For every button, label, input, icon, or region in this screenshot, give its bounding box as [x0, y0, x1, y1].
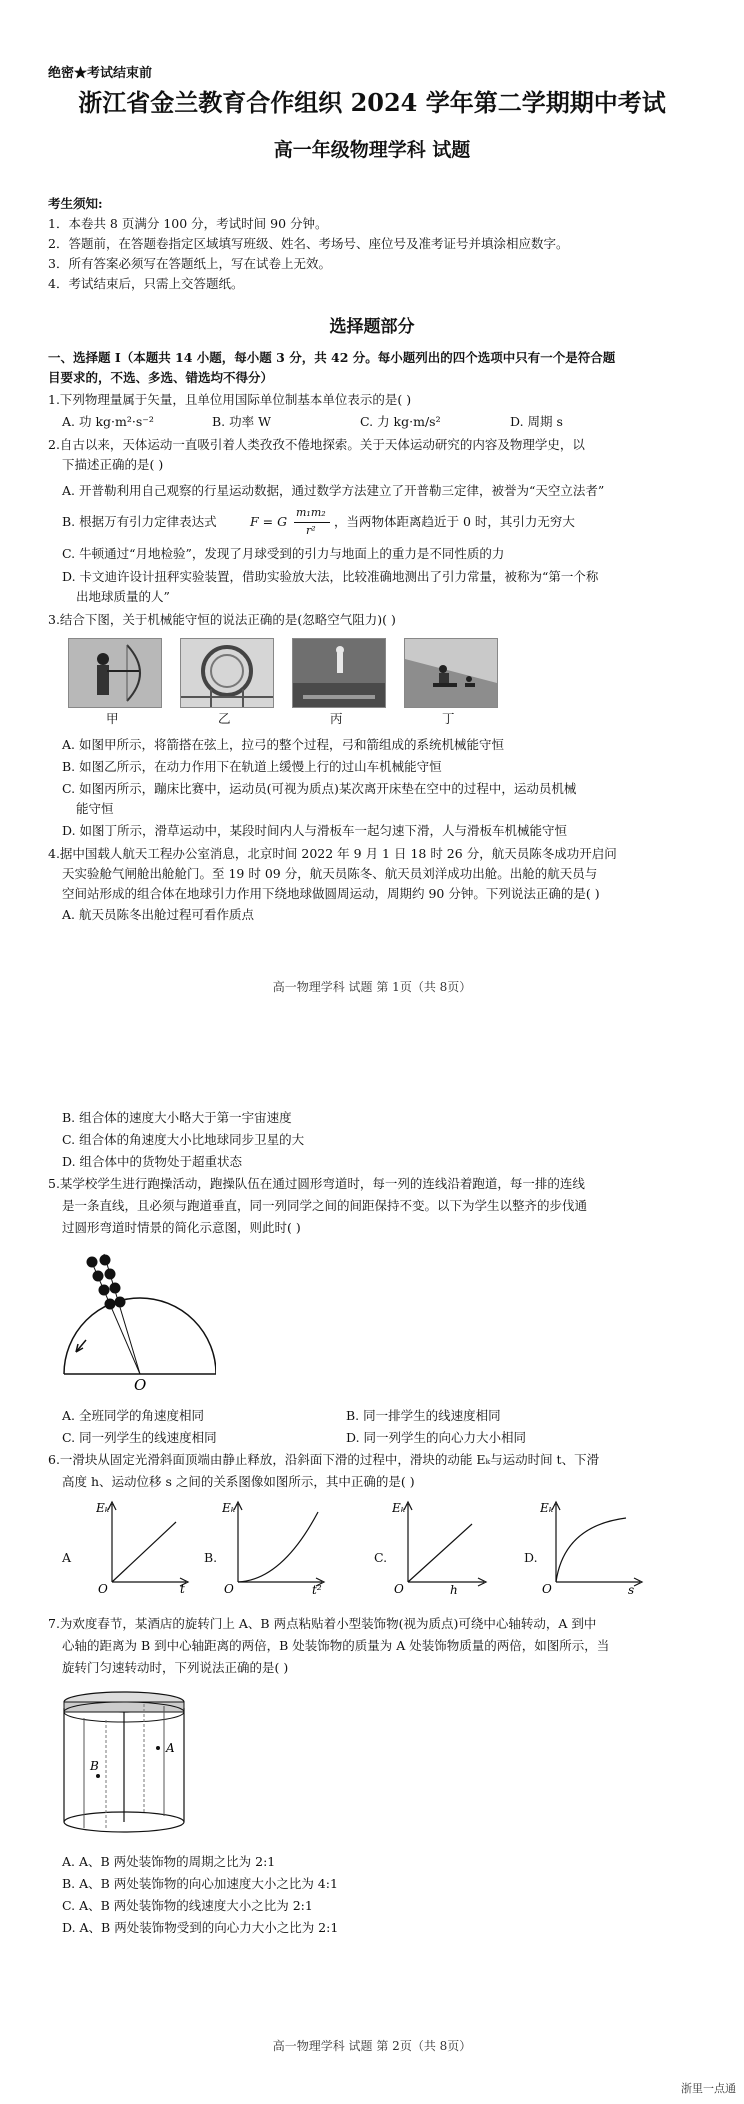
q4-option-a: A. 航天员陈冬出舱过程可看作质点 [62, 907, 254, 922]
graph-curve [238, 1512, 318, 1582]
q2-option-d: 出地球质量的人” [76, 589, 170, 604]
notice-heading: 考生须知: [48, 196, 103, 211]
archer-image [69, 639, 161, 707]
watermark: 浙里一点通 [681, 2082, 736, 2095]
q2-stem: 下描述正确的是( ) [62, 457, 164, 472]
student-dot [105, 1299, 116, 1310]
q5-option-c: C. 同一列学生的线速度相同 [62, 1430, 217, 1445]
caption-ding: 丁 [442, 711, 455, 726]
q5-stem: 是一条直线，且必须与跑道垂直，同一列同学之间的间距保持不变。以下为学生以整齐的步伐通 [62, 1198, 588, 1213]
q4-option-b: B. 组合体的速度大小略大于第一宇宙速度 [62, 1110, 292, 1125]
q7-option-b: B. A、B 两处装饰物的向心加速度大小之比为 4:1 [62, 1876, 338, 1891]
y-axis-label: Eₖ [540, 1501, 554, 1515]
page-footer: 高一物理学科 试题 第 1页（共 8页） [272, 980, 472, 994]
confidential-mark: 绝密★考试结束前 [48, 66, 153, 81]
q3-option-a: A. 如图甲所示，将箭搭在弦上，拉弓的整个过程，弓和箭组成的系统机械能守恒 [62, 737, 504, 752]
student-dot [87, 1257, 98, 1268]
q2-formula-denominator: r² [306, 524, 316, 537]
part-instructions: 目要求的，不选、多选、错选均不得分） [48, 370, 274, 385]
q3-option-c: 能守恒 [76, 801, 114, 816]
q2-stem: 2.自古以来，天体运动一直吸引着人类孜孜不倦地探索。关于天体运动研究的内容及物理学史，以 [48, 437, 585, 452]
origin-label: O [542, 1582, 552, 1594]
exam-title: 浙江省金兰教育合作组织 2024 学年第二学期期中考试 [78, 88, 666, 117]
q3-stem: 3.结合下图，关于机械能守恒的说法正确的是(忽略空气阻力)( ) [48, 612, 396, 627]
x-axis-label: t [180, 1582, 185, 1594]
track-arc [64, 1298, 216, 1374]
y-axis-label: Eₖ [96, 1501, 110, 1515]
roller-coaster-image [181, 639, 273, 707]
q4-stem: 4.据中国载人航天工程办公室消息，北京时间 2022 年 9 月 1 日 18 时 26 分，航天员陈冬成功开启问 [48, 846, 617, 861]
point-b-marker [96, 1774, 100, 1778]
q4-option-d: D. 组合体中的货物处于超重状态 [62, 1154, 243, 1169]
q6-graph-b-label: B. [204, 1550, 218, 1565]
q7-option-d: D. A、B 两处装饰物受到的向心力大小之比为 2:1 [62, 1920, 339, 1935]
x-axis-label: h [450, 1583, 458, 1594]
student-dot [100, 1255, 111, 1266]
q1-option-c: C. 力 kg·m/s² [360, 414, 441, 429]
q6-graph-a-label: A [62, 1550, 72, 1565]
q2-option-a: A. 开普勒利用自己观察的行星运动数据，通过数学方法建立了开普勒三定律，被誉为“天空立法者” [62, 483, 605, 498]
q5-option-b: B. 同一排学生的线速度相同 [346, 1408, 501, 1423]
point-a-marker [156, 1746, 160, 1750]
q2-option-c: C. 牛顿通过“月地检验”，发现了月球受到的引力与地面上的重力是不同性质的力 [62, 546, 505, 561]
origin-label: O [394, 1582, 404, 1594]
q2-option-b-tail: ，当两物体距离趋近于 0 时，其引力无穷大 [334, 514, 575, 529]
section-title: 选择题部分 [329, 317, 415, 337]
q7-option-a: A. A、B 两处装饰物的周期之比为 2:1 [62, 1854, 276, 1869]
q7-stem: 7.为欢度春节，某酒店的旋转门上 A、B 两点粘贴着小型装饰物(视为质点)可绕中心轴转动，A 到中 [48, 1616, 597, 1631]
q6-graph-d [540, 1496, 650, 1594]
q6-graph-c [392, 1496, 492, 1594]
photo-trampoline [292, 638, 386, 708]
q1-stem: 1.下列物理量属于矢量，且单位用国际单位制基本单位表示的是( ) [48, 392, 412, 407]
q6-graph-a [96, 1496, 192, 1594]
revolving-door-diagram [56, 1684, 206, 1844]
q7-option-c: C. A、B 两处装饰物的线速度大小之比为 2:1 [62, 1898, 313, 1913]
exam-subtitle: 高一年级物理学科 试题 [273, 139, 471, 161]
q1-option-a: A. 功 kg·m²·s⁻² [62, 414, 154, 429]
q5-option-a: A. 全班同学的角速度相同 [62, 1408, 204, 1423]
q1-option-b: B. 功率 W [212, 414, 271, 429]
notice-item: 2．答题前，在答题卷指定区域填写班级、姓名、考场号、座位号及准考证号并填涂相应数字。 [48, 236, 569, 251]
notice-item: 3．所有答案必须写在答题纸上，写在试卷上无效。 [48, 256, 331, 271]
q2-option-d: D. 卡文迪许设计扭秤实验装置，借助实验放大法，比较准确地测出了引力常量，被称为“第一个称 [62, 569, 599, 584]
q5-option-d: D. 同一列学生的向心力大小相同 [346, 1430, 527, 1445]
q5-stem: 5.某学校学生进行跑操活动，跑操队伍在通过圆形弯道时，每一列的连线沿着跑道，每一排的连线 [48, 1176, 585, 1191]
origin-label: O [224, 1582, 234, 1594]
q4-stem: 天实验舱气闸舱出舱舱门。至 19 时 09 分，航天员陈冬、航天员刘洋成功出舱。出舱的航天员与 [62, 866, 598, 881]
q3-option-b: B. 如图乙所示，在动力作用下在轨道上缓慢上行的过山车机械能守恒 [62, 759, 442, 774]
q6-graph-d-label: D. [524, 1550, 538, 1565]
student-dot [105, 1269, 116, 1280]
grass-sledding-image [405, 639, 497, 707]
q7-stem: 旋转门匀速转动时，下列说法正确的是( ) [62, 1660, 289, 1675]
photo-grass-sledding [404, 638, 498, 708]
student-dot [99, 1285, 110, 1296]
q6-stem: 高度 h、运动位移 s 之间的关系图像如图所示，其中正确的是( ) [62, 1474, 415, 1489]
q6-graph-c-label: C. [374, 1550, 388, 1565]
student-dot [110, 1283, 121, 1294]
point-a-label: A [166, 1741, 175, 1755]
q2-option-b: B. 根据万有引力定律表达式 [62, 514, 217, 529]
q7-stem: 心轴的距离为 B 到中心轴距离的两倍，B 处装饰物的质量为 A 处装饰物质量的两倍，如图所示，当 [62, 1638, 610, 1653]
origin-label: O [98, 1582, 108, 1594]
caption-jia: 甲 [106, 711, 119, 726]
photo-archer [68, 638, 162, 708]
q6-graph-b [222, 1496, 332, 1594]
q6-stem: 6.一滑块从固定光滑斜面顶端由静止释放，沿斜面下滑的过程中，滑块的动能 Eₖ与运动时间 t、下滑 [48, 1452, 600, 1467]
trampoline-image [293, 639, 385, 707]
photo-roller-coaster [180, 638, 274, 708]
point-b-label: B [90, 1759, 99, 1773]
q1-option-d: D. 周期 s [510, 414, 563, 429]
running-track-diagram [56, 1244, 216, 1394]
y-axis-label: Eₖ [392, 1501, 406, 1515]
page-footer: 高一物理学科 试题 第 2页（共 8页） [272, 2039, 472, 2053]
q4-option-c: C. 组合体的角速度大小比地球同步卫星的大 [62, 1132, 305, 1147]
q5-stem: 过圆形弯道时情景的简化示意图，则此时( ) [62, 1220, 301, 1235]
y-axis-label: Eₖ [222, 1501, 236, 1515]
x-axis-label: t² [312, 1583, 322, 1594]
x-axis-label: s [628, 1583, 635, 1594]
notice-item: 1．本卷共 8 页满分 100 分，考试时间 90 分钟。 [48, 216, 328, 231]
part-instructions: 一、选择题 I（本题共 14 小题，每小题 3 分，共 42 分。每小题列出的四个选项中只有一个是符合题 [48, 350, 616, 365]
origin-label: O [134, 1376, 147, 1394]
caption-bing: 丙 [330, 711, 343, 726]
q3-option-d: D. 如图丁所示，滑草运动中，某段时间内人与滑板车一起匀速下滑，人与滑板车机械能守恒 [62, 823, 568, 838]
graph-curve [408, 1524, 472, 1582]
q3-option-c: C. 如图丙所示，蹦床比赛中，运动员(可视为质点)某次离开床垫在空中的过程中，运动员机械 [62, 781, 577, 796]
graph-curve [556, 1518, 626, 1582]
caption-yi: 乙 [218, 711, 231, 726]
student-dot [115, 1297, 126, 1308]
q4-stem: 空间站形成的组合体在地球引力作用下绕地球做圆周运动，周期约 90 分钟。下列说法正确的是( ) [62, 886, 600, 901]
q2-formula-numerator: m₁m₂ [296, 506, 326, 519]
student-dot [93, 1271, 104, 1282]
q2-formula: F = G [250, 514, 288, 529]
graph-curve [112, 1522, 176, 1582]
notice-item: 4．考试结束后，只需上交答题纸。 [48, 276, 244, 291]
